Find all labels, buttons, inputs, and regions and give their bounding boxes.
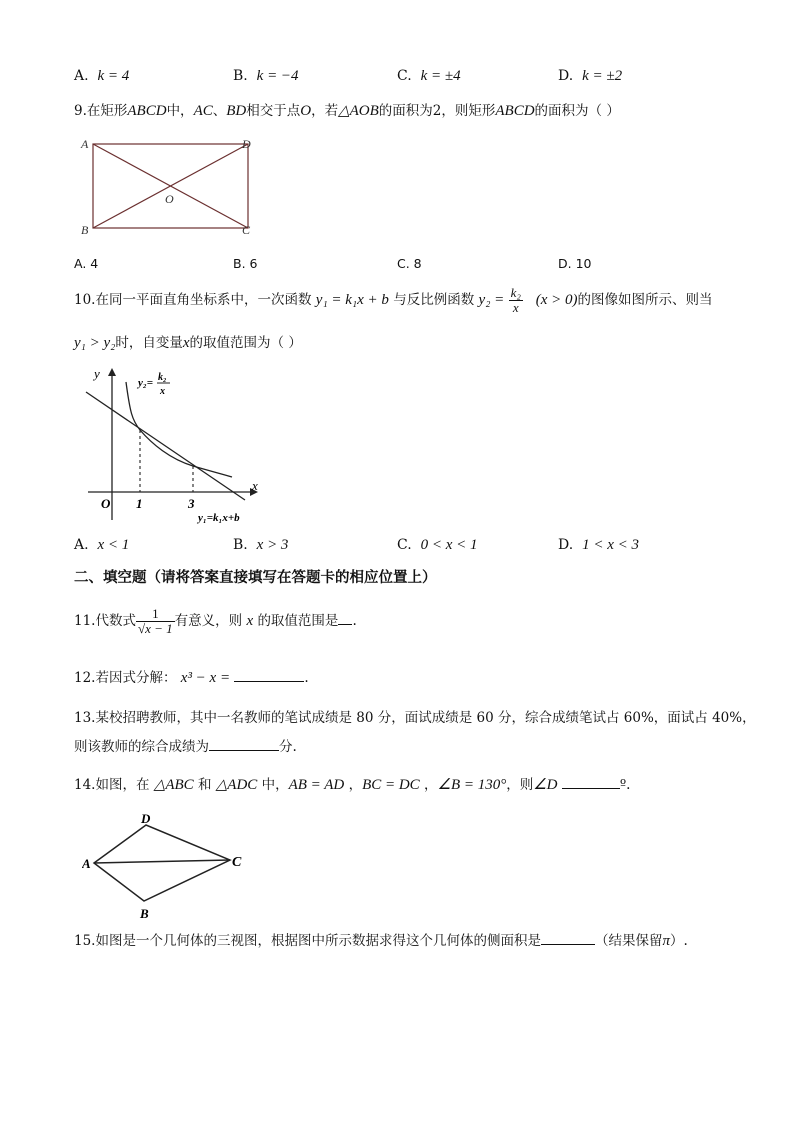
math-term: △ADC: [215, 777, 258, 793]
option-math: 1 < x < 3: [582, 537, 639, 553]
q10-stem-line2: [74, 331, 302, 352]
stem-text: 中，: [261, 777, 289, 793]
stem-text: 如图，在: [95, 777, 150, 793]
fraction-numerator: k₂: [510, 284, 521, 300]
stem-text: ，: [424, 777, 438, 793]
math-term: ABCD: [495, 103, 535, 119]
fraction-one-over-sqrt: [136, 607, 175, 637]
question-number: 15.: [74, 933, 96, 949]
stem-text: .: [304, 670, 309, 686]
answer-blank[interactable]: [541, 932, 595, 945]
option-math: x < 1: [97, 537, 130, 553]
option-letter: C.: [397, 537, 412, 553]
fraction-denominator: x: [512, 300, 519, 315]
label-o: O: [165, 192, 174, 206]
q10-option-a: [74, 537, 129, 554]
stem-text: 的取值范围为（ ）: [189, 335, 302, 351]
q8-option-c: [397, 68, 461, 85]
stem-text: 和: [197, 777, 212, 793]
stem-text: 的图像如图所示、则当: [577, 292, 713, 308]
q14-kite-figure: [82, 808, 262, 923]
label-a: A: [82, 856, 91, 871]
answer-blank[interactable]: [209, 738, 279, 751]
q9-option-d: D. 10: [558, 256, 592, 271]
stem-text: 的取值范围是: [257, 613, 339, 629]
question-number: 11.: [74, 613, 96, 629]
stem-text: 与反比例函数: [393, 292, 475, 308]
q8-option-d: [558, 68, 622, 85]
stem-text: 中，: [166, 103, 194, 119]
stem-text: ，: [348, 777, 363, 793]
math-term: y₂ =: [478, 292, 505, 308]
stem-text: 时，自变量: [115, 335, 183, 351]
q9-option-c: C. 8: [397, 256, 422, 271]
label-y: y: [94, 366, 100, 381]
question-number: 12.: [74, 670, 96, 686]
math-term: ABCD: [127, 103, 167, 119]
q10-graph-figure: [80, 362, 270, 530]
answer-blank[interactable]: [338, 612, 352, 625]
y-axis-arrow: [108, 368, 116, 376]
label-a: A: [81, 137, 89, 151]
stem-text: ，则: [506, 777, 534, 793]
math-term: O: [300, 103, 312, 119]
label-origin: O: [101, 496, 111, 511]
question-number: 9.: [74, 103, 87, 119]
q12-stem: [74, 666, 309, 687]
option-letter: A.: [74, 537, 89, 553]
label-x: x: [252, 478, 258, 493]
linear-function-line: [86, 392, 245, 500]
math-term: y₁ > y₂: [74, 335, 116, 351]
label-three: 3: [188, 496, 195, 511]
option-math: x > 3: [256, 537, 289, 553]
label-one: 1: [136, 496, 143, 511]
label-curve-lhs: y₂=: [138, 377, 153, 389]
question-number: 10.: [74, 292, 96, 308]
option-math: k = 4: [97, 68, 130, 84]
option-letter: B.: [233, 537, 248, 553]
math-term: y₁ = k₁x + b: [315, 292, 389, 308]
math-term: ∠D: [533, 777, 558, 793]
math-term: x³ − x =: [180, 670, 231, 686]
stem-text: 代数式: [95, 613, 136, 629]
question-number: 14.: [74, 777, 96, 793]
stem-text: （结果保留: [594, 933, 663, 949]
fraction-denominator: √x − 1: [137, 621, 173, 636]
math-term: BC = DC: [362, 777, 420, 793]
q9-rectangle-figure: [78, 132, 268, 242]
math-term: △AOB: [338, 103, 379, 119]
q9-option-a: A. 4: [74, 256, 99, 271]
stem-text: ）.: [670, 933, 688, 949]
label-d: D: [242, 137, 251, 151]
q13-stem-line1: 13.某校招聘教师，其中一名教师的笔试成绩是 80 分，面试成绩是 60 分，综合成绩笔试占 60%，面试占 40%，: [74, 710, 756, 726]
option-letter: A.: [74, 68, 89, 84]
math-term: △ABC: [153, 777, 194, 793]
stem-text: 的面积为2，则矩形: [378, 103, 496, 119]
label-curve-den: x: [160, 386, 165, 397]
stem-text: 相交于点: [246, 103, 301, 119]
option-letter: C.: [397, 68, 412, 84]
stem-text: 如图是一个几何体的三视图，根据图中所示数据求得这个几何体的侧面积是: [95, 933, 541, 949]
label-line: y₁=k₁x+b: [198, 512, 240, 524]
label-d: D: [141, 811, 151, 826]
label-c: C: [232, 855, 242, 870]
option-math: k = ±2: [582, 68, 623, 84]
q8-option-b: [233, 68, 299, 85]
section-heading-fill-in: 二、填空题（请将答案直接填写在答题卡的相应位置上）: [74, 570, 437, 586]
q15-stem: [74, 929, 688, 950]
option-letter: D.: [558, 68, 574, 84]
stem-text: 有意义，则: [174, 613, 243, 629]
math-term: x: [246, 613, 254, 629]
q8-option-a: [74, 68, 129, 85]
answer-blank[interactable]: [234, 669, 304, 682]
label-b: B: [140, 906, 149, 921]
q9-option-b: B. 6: [233, 256, 258, 271]
math-term: AB = AD: [288, 777, 345, 793]
q10-stem-line1: [74, 284, 713, 316]
q13-stem-line2: [74, 735, 297, 755]
math-term: (x > 0): [535, 292, 578, 308]
q10-option-c: [397, 537, 477, 554]
label-c: C: [242, 223, 251, 237]
label-b: B: [81, 223, 89, 237]
math-term: x: [182, 335, 190, 351]
stem-text: º.: [619, 777, 631, 793]
stem-text: 分.: [279, 739, 297, 755]
stem-text: ，若: [311, 103, 339, 119]
option-letter: D.: [558, 537, 574, 553]
option-math: k = −4: [256, 68, 299, 84]
option-math: k = ±4: [420, 68, 461, 84]
q14-stem: [74, 773, 630, 794]
math-term: BD: [226, 103, 247, 119]
q10-option-d: [558, 537, 639, 554]
stem-text: 在矩形: [86, 103, 128, 119]
stem-text: 则该教师的综合成绩为: [74, 739, 209, 755]
fraction-numerator: 1: [136, 607, 175, 622]
math-term: π: [662, 933, 670, 949]
option-math: 0 < x < 1: [420, 537, 478, 553]
option-letter: B.: [233, 68, 248, 84]
stem-text: 、: [212, 103, 227, 119]
answer-blank[interactable]: [562, 776, 620, 789]
stem-text: .: [352, 613, 357, 629]
stem-text: 在同一平面直角坐标系中，一次函数: [95, 292, 312, 308]
q9-stem: [74, 99, 620, 120]
stem-text: 的面积为（ ）: [534, 103, 620, 119]
fraction-k2-over-x: [509, 286, 523, 316]
q10-option-b: [233, 537, 288, 554]
diagonal-ac: [94, 860, 230, 863]
q11-stem: [74, 604, 357, 638]
label-curve-num: k₂: [158, 372, 167, 383]
math-term: ∠B = 130°: [437, 777, 507, 793]
stem-text: 若因式分解：: [95, 670, 177, 686]
math-term: AC: [193, 103, 213, 119]
